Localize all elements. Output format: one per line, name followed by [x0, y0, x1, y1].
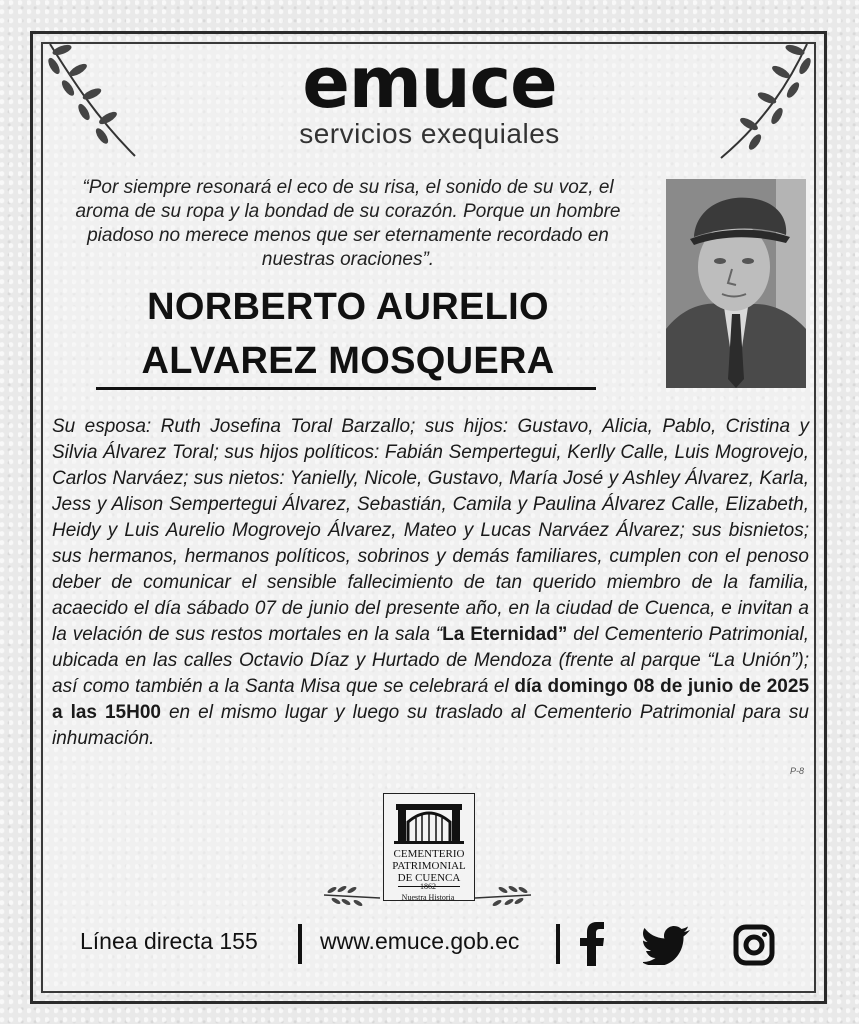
name-underline: [96, 387, 596, 390]
left-laurel-ornament: [322, 880, 382, 910]
announcement-part3: en el mismo lugar y luego su traslado al Cementerio Patrimonial para su inhumación.: [52, 702, 809, 749]
twitter-icon[interactable]: [643, 925, 691, 965]
memorial-quote: “Por siempre resonará el eco de su risa, el sonido de su voz, el aroma de su ropa y la bondad de su corazón. Porque un hombre piadoso no merece menos que ser eternamente recordado en nuestras oraciones”.: [75, 177, 621, 270]
seal-line3: DE CUENCA: [397, 872, 461, 884]
announcement-part2: del Cementerio Patrimonial, ubicada en las calles Octavio Díaz y Hurtado de Mendoza (frente al parque “La Unión”); así como también a la Santa Misa que se celebrará el: [52, 624, 809, 697]
facebook-icon[interactable]: [578, 922, 606, 966]
announcement-text: [52, 414, 809, 752]
seal-line2: PATRIMONIAL: [392, 860, 466, 872]
right-laurel-ornament: [473, 880, 533, 910]
publication-code: P-8: [790, 766, 805, 776]
instagram-icon[interactable]: [733, 924, 775, 966]
footer-separator: [556, 924, 560, 964]
cemetery-gate-icon: [392, 800, 466, 844]
phone-line: Línea directa 155: [80, 928, 258, 954]
announcement-part1: Su esposa: Ruth Josefina Toral Barzallo; sus hijos: Gustavo, Alicia, Pablo, Cristina y Silvia Álvarez Toral; sus hijos políticos: Fabián Sempertegui, Kerlly Calle, Luis Mogrovejo, Carlos Narváez; sus nietos: Yanielly, Nicole, Gustavo, María José y Ashley Álvarez, Karla, Jess y Alison Sempertegui Álvarez, Sebastián, Camila y Paulina Álvarez Calle, Elizabeth, Heidy y Luis Aurelio Mogrovejo Álvarez, Mateo y Lucas Narváez Álvarez; sus bisnietos; sus hermanos, hermanos políticos, sobrinos y demás familiares, cumplen con el penoso deber de comunicar el sensible fallecimiento de tan querido miembro de la familia, acaecido el día sábado 07 de junio del presente año, en la ciudad de Cuenca, e invitan a la velación de sus restos mortales en la sala “: [52, 416, 809, 645]
deceased-name-line2: ALVAREZ MOSQUERA: [141, 340, 555, 382]
announcement-bold-venue: La Eternidad”: [442, 624, 568, 645]
seal-motto: Nuestra Historia: [401, 893, 455, 902]
footer-separator: [298, 924, 302, 964]
brand-logo: emuce: [302, 42, 557, 124]
deceased-photo: [666, 179, 806, 388]
deceased-name-line1: NORBERTO AURELIO: [147, 286, 549, 328]
seal-year: 1862: [420, 882, 436, 891]
seal-line1: CEMENTERIO: [393, 848, 465, 860]
announcement-bold-date: día domingo 08 de junio de 2025 a las 15H00: [52, 676, 810, 723]
brand-tagline: servicios exequiales: [299, 118, 560, 149]
website-link[interactable]: www.emuce.gob.ec: [320, 928, 520, 954]
